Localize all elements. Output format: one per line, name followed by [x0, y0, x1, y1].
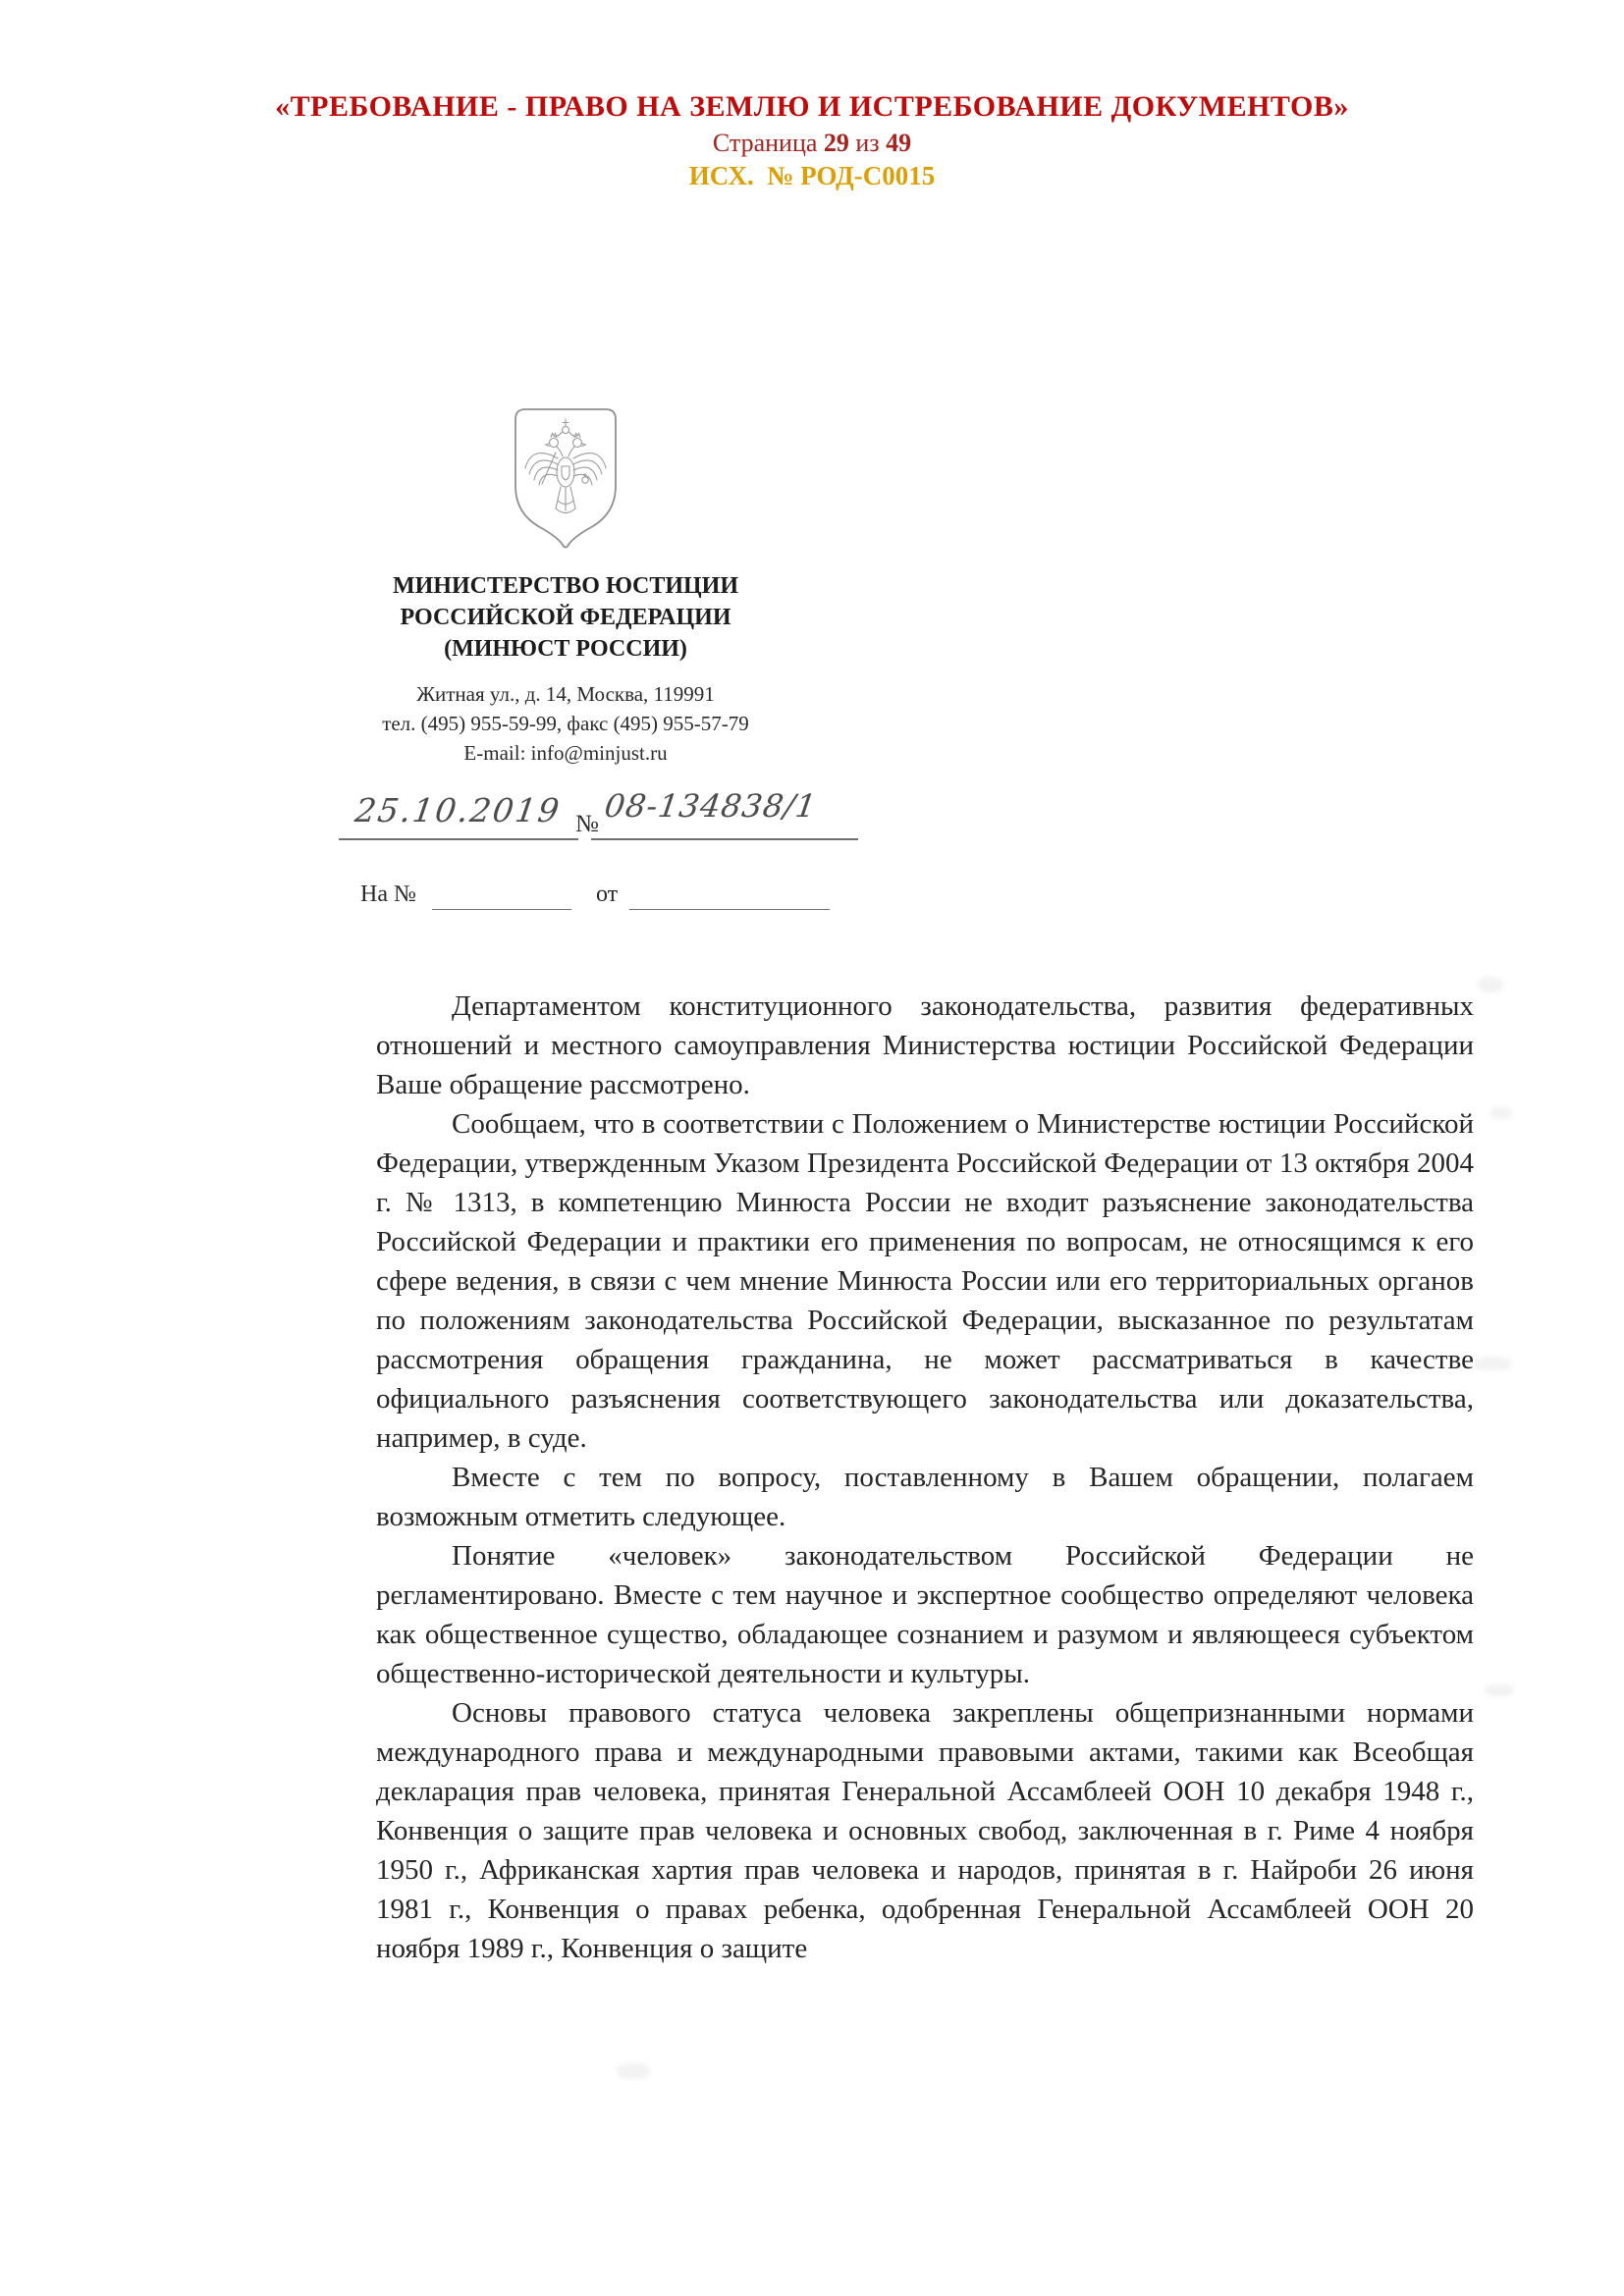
body-paragraph: Департаментом конституционного законодательства, развития федеративных отношений и местного самоуправления Министерства юстиции Российской Федерации Ваше обращение рассмотрено.	[376, 990, 1474, 1100]
body-paragraph: Вместе с тем по вопросу, поставленному в Вашем обращении, полагаем возможным отметить следующее.	[376, 1462, 1474, 1532]
address-line: E-mail: info@minjust.ru	[463, 741, 668, 765]
ministry-name	[332, 570, 799, 665]
ministry-address	[332, 679, 799, 768]
number-sign: №	[575, 811, 599, 837]
ministry-name-line: РОССИЙСКОЙ ФЕДЕРАЦИИ	[400, 605, 731, 630]
reply-date-label: от	[596, 881, 619, 907]
scan-artifact	[1490, 1107, 1512, 1119]
date-blank-line	[339, 838, 578, 840]
page-indicator	[0, 129, 1624, 158]
page-separator: из	[848, 129, 887, 157]
page-label: Страница	[712, 129, 824, 157]
letter-body	[376, 987, 1474, 1968]
page-total: 49	[886, 129, 912, 157]
reply-number-label: На №	[360, 881, 416, 907]
scan-artifact	[617, 2063, 650, 2079]
outgoing-date-handwritten: 25.10.2019	[352, 791, 564, 829]
letterhead	[332, 407, 799, 768]
body-paragraph: Сообщаем, что в соответствии с Положением о Министерстве юстиции Российской Федерации, утвержденным Указом Президента Российской Федерации от 13 октября 2004 г. № 1313, в компетенцию Минюста России не входит разъяснение законодательства Российской Федерации и практики его применения по вопросам, не относящимся к его сфере ведения, в связи с чем мнение Минюста России или его территориальных органов по положениям законодательства Российской Федерации, высказанное по результатам рассмотрения обращения гражданина, не может рассматриваться в качестве официального разъяснения соответствующего законодательства или доказательства, например, в суде.	[376, 1108, 1474, 1454]
reply-number-blank-line	[432, 909, 571, 910]
reply-requisites	[334, 881, 869, 921]
collection-header	[0, 90, 1624, 191]
outgoing-ref: ИСХ. № РОД-С0015	[688, 161, 936, 190]
scan-artifact	[1478, 977, 1503, 992]
page-current: 29	[823, 129, 849, 157]
address-line: Житная ул., д. 14, Москва, 119991	[416, 682, 715, 706]
scan-artifact	[1485, 1684, 1514, 1696]
body-paragraph: Понятие «человек» законодательством Российской Федерации не регламентировано. Вместе с тем научное и экспертное сообщество определяют человека как общественное существо, обладающее сознанием и разумом и являющееся субъектом общественно-исторической деятельности и культуры.	[376, 1540, 1474, 1689]
russia-coat-of-arms-icon	[514, 407, 618, 550]
ministry-name-line: (МИНЮСТ РОССИИ)	[444, 636, 687, 662]
address-line: тел. (495) 955-59-99, факс (495) 955-57-79	[382, 712, 749, 735]
document-title: «ТРЕБОВАНИЕ - ПРАВО НА ЗЕМЛЮ И ИСТРЕБОВАНИЕ ДОКУМЕНТОВ»	[275, 90, 1349, 123]
body-paragraph: Основы правового статуса человека закреплены общепризнанными нормами международного права и международными правовыми актами, такими как Всеобщая декларация прав человека, принятая Генеральной Ассамблеей ООН 10 декабря 1948 г., Конвенция о защите прав человека и основных свобод, заключенная в г. Риме 4 ноября 1950 г., Африканская хартия прав человека и народов, принятая в г. Найроби 26 июня 1981 г., Конвенция о правах ребенка, одобренная Генеральной Ассамблеей ООН 20 ноября 1989 г., Конвенция о защите	[376, 1697, 1474, 1964]
outgoing-number-handwritten: 08-134838/1	[602, 787, 820, 825]
scan-artifact	[1473, 1357, 1512, 1370]
outgoing-requisites	[334, 789, 869, 844]
ministry-name-line: МИНИСТЕРСТВО ЮСТИЦИИ	[392, 573, 738, 599]
reply-date-blank-line	[629, 909, 830, 910]
number-blank-line	[591, 838, 858, 840]
